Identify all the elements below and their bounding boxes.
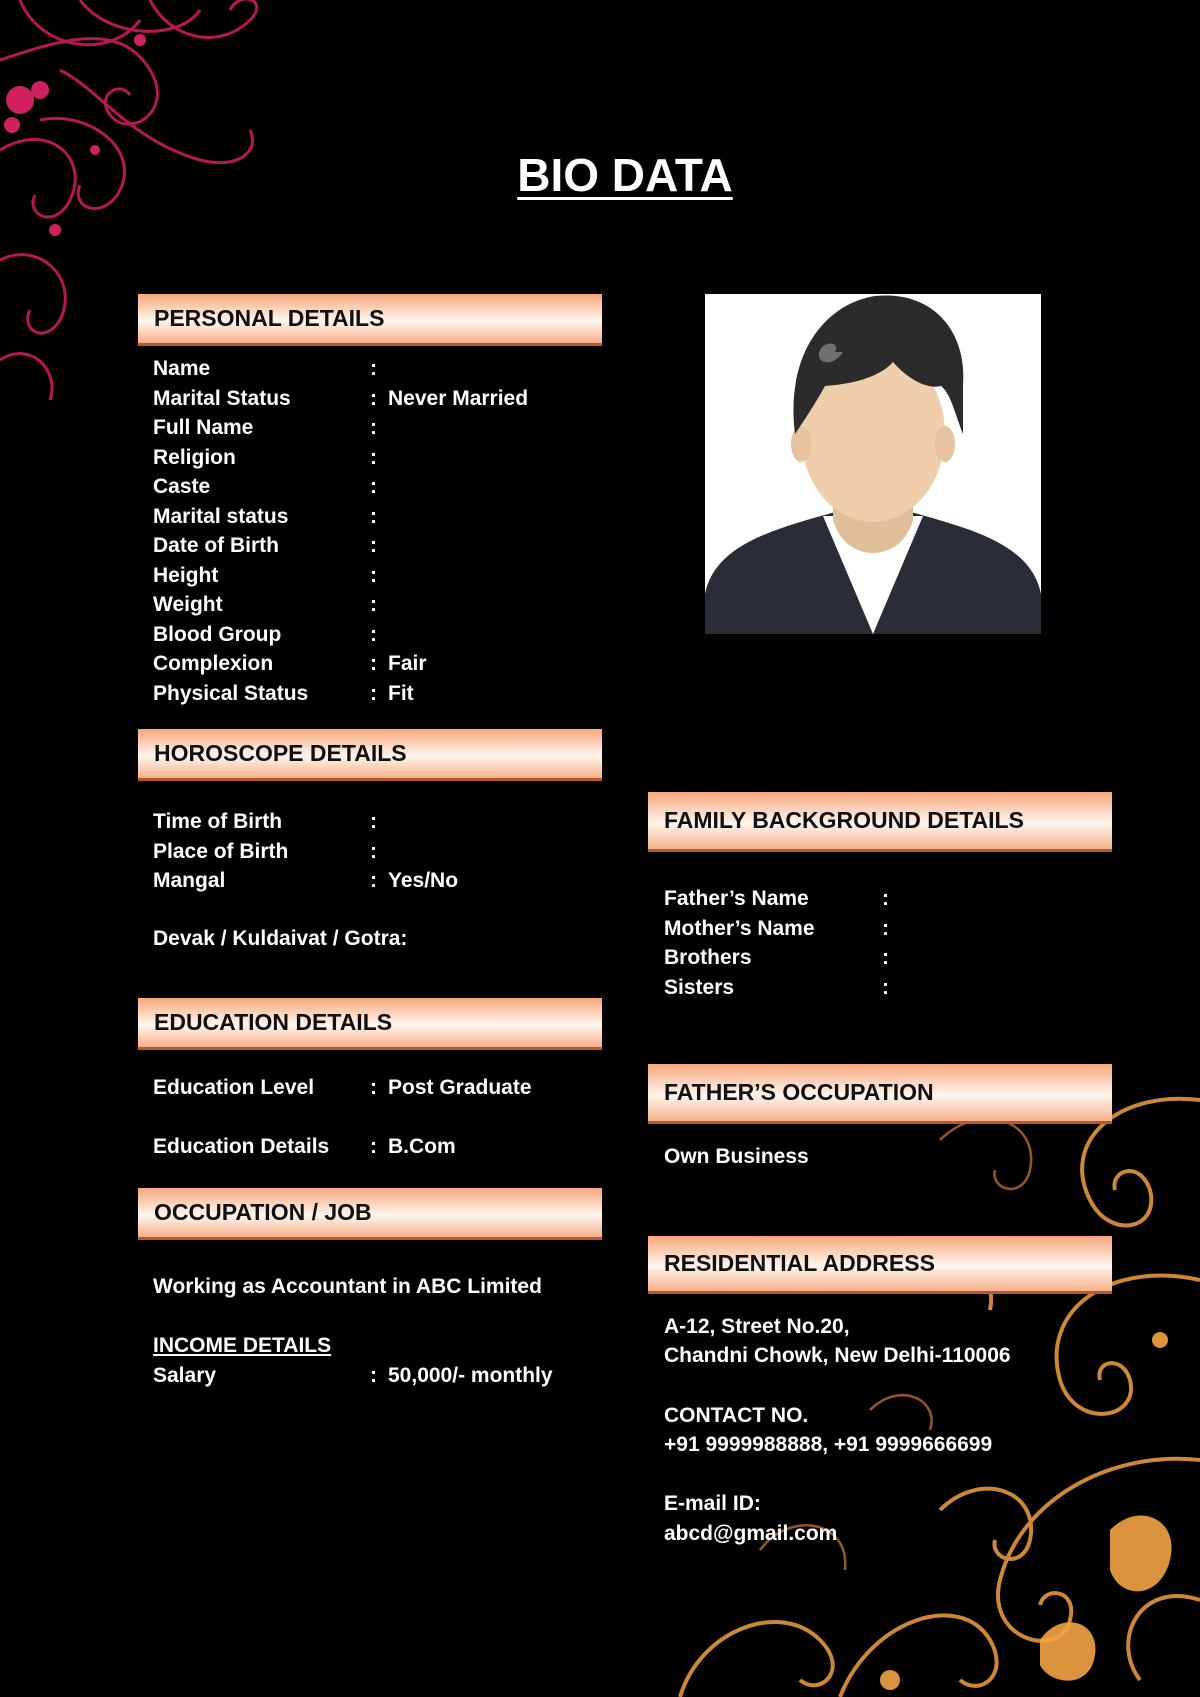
- profile-photo: [705, 294, 1041, 634]
- row-separator: :: [370, 563, 377, 587]
- section-header-personal: PERSONAL DETAILS: [138, 294, 602, 346]
- row-label: Father’s Name: [664, 887, 809, 910]
- row-value: Fit: [388, 681, 414, 705]
- row-separator: :: [370, 386, 377, 410]
- person-avatar-icon: [705, 294, 1041, 634]
- row-label: Sisters: [664, 975, 735, 999]
- page-title: BIO DATA: [517, 149, 733, 201]
- father-occupation-text: Own Business: [664, 1145, 809, 1168]
- row-separator: :: [882, 946, 889, 969]
- row-separator: :: [370, 622, 377, 646]
- row-label: Blood Group: [153, 622, 282, 646]
- row-label: Education Level: [153, 1076, 315, 1099]
- row-separator: :: [370, 810, 377, 833]
- gotra-label: Devak / Kuldaivat / Gotra:: [153, 927, 408, 950]
- row-separator: :: [370, 1076, 377, 1099]
- row-separator: :: [370, 652, 377, 675]
- address-line-2: Chandni Chowk, New Delhi-110006: [664, 1344, 1011, 1367]
- section-header-address: RESIDENTIAL ADDRESS: [648, 1236, 1112, 1294]
- row-label: Marital Status: [153, 386, 291, 410]
- row-label: Mangal: [153, 869, 226, 892]
- row-separator: :: [370, 416, 377, 439]
- row-value: Fair: [388, 652, 427, 675]
- row-separator: :: [882, 916, 889, 940]
- row-value: Post Graduate: [388, 1076, 532, 1099]
- row-label: Religion: [153, 445, 236, 469]
- row-label: Caste: [153, 475, 211, 498]
- row-value: 50,000/- monthly: [388, 1364, 553, 1387]
- section-header-education: EDUCATION DETAILS: [138, 998, 602, 1050]
- row-separator: :: [882, 887, 889, 910]
- occupation-text: Working as Accountant in ABC Limited: [153, 1275, 542, 1298]
- email-value: abcd@gmail.com: [664, 1522, 838, 1545]
- address-line-1: A-12, Street No.20,: [664, 1315, 850, 1338]
- email-label: E-mail ID:: [664, 1492, 761, 1515]
- floral-swirl-bottom-right-icon: [640, 1080, 1200, 1697]
- row-label: Place of Birth: [153, 839, 289, 863]
- row-separator: :: [370, 445, 377, 469]
- contact-label: CONTACT NO.: [664, 1404, 809, 1427]
- row-value: Yes/No: [388, 869, 459, 892]
- row-label: Mother’s Name: [664, 916, 815, 940]
- row-value: B.Com: [388, 1135, 456, 1158]
- row-label: Complexion: [153, 652, 274, 675]
- contact-value: +91 9999988888, +91 9999666699: [664, 1433, 993, 1456]
- row-separator: :: [370, 839, 377, 863]
- row-separator: :: [370, 475, 377, 498]
- row-value: Never Married: [388, 386, 529, 410]
- income-heading: INCOME DETAILS: [153, 1334, 332, 1357]
- section-header-father-occupation: FATHER’S OCCUPATION: [648, 1064, 1112, 1124]
- row-separator: :: [370, 534, 377, 557]
- section-header-occupation: OCCUPATION / JOB: [138, 1188, 602, 1240]
- row-label: Date of Birth: [153, 534, 279, 557]
- row-label: Physical Status: [153, 681, 309, 705]
- row-separator: :: [370, 504, 377, 528]
- row-label: Weight: [153, 593, 223, 616]
- row-separator: :: [882, 975, 889, 999]
- section-header-family: FAMILY BACKGROUND DETAILS: [648, 792, 1112, 852]
- row-label: Time of Birth: [153, 810, 283, 833]
- row-separator: :: [370, 681, 377, 705]
- row-label: Full Name: [153, 416, 254, 439]
- row-separator: :: [370, 869, 377, 892]
- row-separator: :: [370, 357, 377, 380]
- row-separator: :: [370, 593, 377, 616]
- section-header-horoscope: HOROSCOPE DETAILS: [138, 729, 602, 781]
- row-label: Salary: [153, 1364, 217, 1387]
- row-label: Name: [153, 357, 211, 380]
- row-label: Brothers: [664, 946, 752, 969]
- row-separator: :: [370, 1135, 377, 1158]
- row-label: Education Details: [153, 1135, 330, 1158]
- row-label: Marital status: [153, 504, 289, 528]
- row-separator: :: [370, 1364, 377, 1387]
- row-label: Height: [153, 563, 219, 587]
